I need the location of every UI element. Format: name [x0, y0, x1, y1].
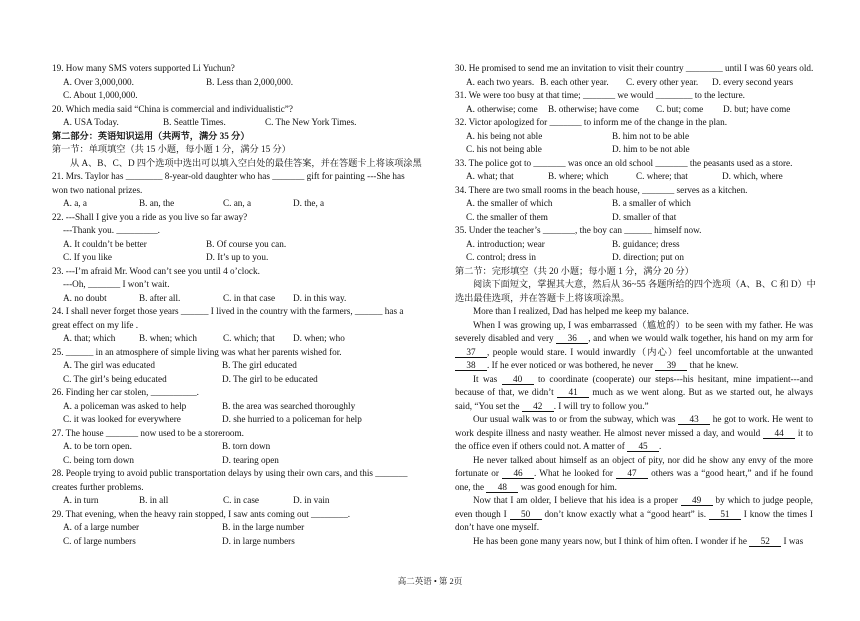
- option-a: A. USA Today.: [63, 117, 119, 127]
- question-25-options-2: [52, 373, 412, 387]
- text: When I was growing up, I was embarrassed（尴尬的）to be seen with my father. He was severely disabled and very: [455, 319, 813, 343]
- section-one-heading: 第一节：单项填空（共 15 小题，每小题 1 分，满分 15 分）: [52, 144, 291, 154]
- text: to coordinate (cooperate) our steps---his hesitant, mine impatient---and because of that, we didn’t: [455, 373, 813, 397]
- section-two-instructions-cont: 选出最佳选项，并在答题卡上将该项涂黑。: [455, 292, 630, 303]
- option-d: D. him to be not able: [612, 144, 690, 154]
- question-29: 29. That evening, when the heavy rain stopped, I saw ants coming out ________.: [52, 508, 351, 519]
- option-b: B. when; which: [139, 333, 197, 343]
- text: was good enough for him.: [518, 481, 617, 492]
- question-21-cont: won two national prizes.: [52, 184, 143, 195]
- text: He never talked about himself as an object of pity, nor did he show any envy of the more fortunate or: [455, 454, 813, 478]
- blank-46: 46: [502, 468, 534, 479]
- option-b: B. otherwise; have come: [548, 103, 639, 114]
- option-d: D. which, where: [722, 171, 783, 181]
- question-32-options-2: [455, 143, 813, 157]
- option-c: C. in that case: [223, 292, 276, 303]
- question-34: 34. There are two small rooms in the beach house, _______ serves as a kitchen.: [455, 184, 748, 195]
- option-d: D. tearing open: [222, 454, 279, 465]
- text: Our usual walk was to or from the subway, which was: [473, 414, 679, 424]
- option-c: C. in case: [223, 495, 259, 505]
- question-22-options: [52, 238, 412, 252]
- question-23-options: [52, 292, 412, 306]
- blank-44: 44: [763, 428, 795, 439]
- question-27-options: [52, 440, 412, 454]
- question-31: 31. We were too busy at that time; _______ we would ________ to the lecture.: [455, 90, 745, 100]
- option-b: B. Of course you can.: [206, 238, 287, 249]
- option-c: C. it was looked for everywhere: [63, 414, 181, 424]
- option-a: A. It couldn’t be better: [63, 238, 147, 249]
- option-c: C. where; that: [636, 171, 688, 181]
- blank-42: 42: [522, 401, 554, 412]
- option-d: D. when; who: [293, 333, 345, 343]
- text: that he knew.: [687, 360, 739, 370]
- blank-47: 47: [616, 468, 648, 479]
- option-a: A. a policeman was asked to help: [63, 400, 187, 411]
- option-a: A. introduction; wear: [466, 238, 545, 249]
- question-27-options-2: [52, 454, 412, 468]
- blank-40: 40: [502, 374, 534, 385]
- blank-52: 52: [749, 536, 781, 547]
- text: . I will try to follow you.”: [553, 400, 649, 411]
- text: It was: [473, 373, 502, 384]
- passage-paragraph-2: [455, 373, 813, 414]
- text: by which to judge people, even though I: [455, 495, 813, 519]
- option-b: B. torn down: [222, 441, 271, 451]
- text: much as we went along. But as we started out, he always said, “You set the: [455, 387, 813, 411]
- question-29-options: [52, 521, 412, 535]
- blank-45: 45: [627, 441, 659, 452]
- text: it to the office even if others could not. A matter of: [455, 427, 813, 451]
- question-30: 30. He promised to send me an invitation to visit their country ________ until I was 60 years old.: [455, 63, 814, 73]
- question-19: 19. How many SMS voters supported Li Yuchun?: [52, 63, 235, 73]
- option-c: C. being torn down: [63, 454, 134, 465]
- option-d: D. It’s up to you.: [206, 252, 269, 262]
- option-a: A. no doubt: [63, 292, 107, 303]
- option-d: D. in vain: [293, 495, 330, 505]
- passage-paragraph-6: [455, 535, 813, 549]
- option-d: D. every second years: [712, 76, 794, 87]
- question-29-options-2: [52, 535, 412, 549]
- text: others was a “good heart,” and if he found one, the: [455, 468, 813, 492]
- option-d: D. she hurried to a policeman for help: [222, 414, 362, 424]
- blank-49: 49: [681, 495, 713, 506]
- option-a: A. that; which: [63, 333, 116, 343]
- question-34-options: [455, 197, 813, 211]
- option-c: C. which; that: [223, 333, 275, 343]
- question-27: 27. The house _______ now used to be a storeroom.: [52, 427, 244, 438]
- option-d: D. direction; put on: [612, 252, 684, 262]
- text: , people would stare. I would inwardly（内心）feel uncomfortable at the unwanted: [487, 346, 813, 357]
- option-a: A. a, a: [63, 198, 87, 208]
- option-b: B. him not to be able: [612, 130, 690, 141]
- option-c: C. his not being able: [466, 144, 542, 154]
- text: . What he looked for: [534, 468, 617, 478]
- option-b: B. Seattle Times.: [163, 117, 226, 127]
- option-a: A. of a large number: [63, 522, 140, 532]
- question-23-cont: ---Oh, _______ I won’t wait.: [63, 279, 170, 289]
- question-33-options: [455, 170, 813, 184]
- question-30-options: [455, 76, 813, 90]
- option-a: A. in turn: [63, 495, 99, 505]
- blank-36: 36: [556, 333, 588, 344]
- question-28-options: [52, 494, 412, 508]
- option-d: D. but; have come: [723, 103, 791, 114]
- question-32: 32. Victor apologized for _______ to inform me of the change in the plan.: [455, 117, 728, 127]
- question-25-options: [52, 359, 412, 373]
- text: . If he ever noticed or was bothered, he never: [487, 360, 656, 370]
- option-d: D. in large numbers: [222, 535, 295, 546]
- section-two-instructions: 阅读下面短文，掌握其大意，然后从 36~55 各题所给的四个选项（A、B、C 和 D）中: [473, 279, 816, 289]
- blank-51: 51: [709, 509, 741, 520]
- blank-41: 41: [557, 387, 589, 398]
- left-column: [52, 62, 422, 548]
- passage-paragraph-5: [455, 494, 813, 535]
- option-b: B. in the large number: [222, 522, 305, 532]
- blank-43: 43: [678, 414, 710, 425]
- question-26-options: [52, 400, 412, 414]
- question-28: 28. People trying to avoid public transportation delays by using their own cars, and this _______: [52, 468, 408, 478]
- question-24: 24. I shall never forget those years ______ I lived in the country with the farmers, ______ has a: [52, 306, 404, 316]
- option-b: B. each other year.: [540, 76, 609, 87]
- question-35: 35. Under the teacher’s _______, the boy can ______ himself now.: [455, 225, 702, 235]
- page-footer: 高二英语 • 第 2页: [397, 576, 463, 586]
- question-22-options-2: [52, 251, 412, 265]
- passage-title: More than I realized, Dad has helped me keep my balance.: [473, 306, 689, 316]
- passage-paragraph-3: [455, 413, 813, 454]
- option-a: A. the smaller of which: [466, 198, 553, 208]
- blank-50: 50: [510, 509, 542, 520]
- question-26-options-2: [52, 413, 412, 427]
- question-34-options-2: [455, 211, 813, 225]
- question-28-cont: creates further problems.: [52, 481, 144, 492]
- option-a: A. to be torn open.: [63, 441, 132, 451]
- question-20: 20. Which media said “China is commercial and individualistic”?: [52, 103, 293, 114]
- option-b: B. a smaller of which: [612, 198, 691, 208]
- option-c: C. The New York Times.: [265, 117, 357, 127]
- question-22: 22. ---Shall I give you a ride as you live so far away?: [52, 211, 248, 222]
- option-b: B. where; which: [548, 171, 609, 181]
- option-a: A. each two years.: [466, 76, 535, 87]
- option-d: D. the, a: [293, 198, 325, 208]
- option-c: C. an, a: [223, 198, 252, 208]
- question-33: 33. The police got to _______ was once an old school _______ the peasants used as a store.: [455, 157, 793, 168]
- text: don’t know exactly what a “good heart” is.: [541, 508, 709, 519]
- question-21: 21. Mrs. Taylor has ________ 8-year-old daughter who has _______ gift for painting ---She has: [52, 171, 405, 181]
- option-c: C. About 1,000,000.: [63, 90, 138, 100]
- text: I was: [781, 535, 804, 546]
- right-column: [455, 62, 816, 548]
- question-22-cont: ---Thank you. _________.: [63, 225, 160, 235]
- question-21-options: [52, 197, 412, 211]
- option-c: C. but; come: [656, 103, 704, 114]
- option-c: C. If you like: [63, 252, 112, 262]
- blank-39: 39: [655, 360, 687, 371]
- question-26: 26. Finding her car stolen, __________.: [52, 387, 199, 397]
- option-b: B. Less than 2,000,000.: [206, 76, 294, 87]
- blank-38: 38: [455, 360, 487, 371]
- question-35-options-2: [455, 251, 813, 265]
- text: , and when we would walk together, his hand on my arm for: [588, 333, 813, 343]
- option-c: C. the smaller of them: [466, 211, 548, 222]
- option-a: A. otherwise; come: [466, 103, 538, 114]
- question-24-cont: great effect on my life .: [52, 319, 139, 330]
- option-c: C. of large numbers: [63, 535, 136, 546]
- option-c: C. control; dress in: [466, 252, 536, 262]
- option-b: B. The girl educated: [222, 360, 297, 370]
- option-a: A. his being not able: [466, 130, 543, 141]
- part-two-heading: 第二部分：英语知识运用（共两节，满分 35 分）: [52, 130, 250, 141]
- question-20-options: [52, 116, 412, 130]
- question-35-options: [455, 238, 813, 252]
- option-d: D. smaller of that: [612, 211, 677, 222]
- option-b: B. in all: [139, 495, 169, 505]
- option-c: C. The girl’s being educated: [63, 373, 167, 384]
- option-a: A. what; that: [466, 171, 514, 181]
- option-c: C. every other year.: [626, 76, 699, 87]
- option-b: B. an, the: [139, 198, 175, 208]
- text: .: [659, 441, 662, 451]
- question-19-options: [52, 76, 412, 90]
- question-32-options: [455, 130, 813, 144]
- option-d: D. in this way.: [293, 292, 347, 303]
- text: He has been gone many years now, but I think of him often. I wonder if he: [473, 535, 750, 546]
- section-one-instructions: 从 A、B、C、D 四个选项中选出可以填入空白处的最佳答案，并在答题卡上将该项涂黑: [70, 157, 422, 168]
- option-d: D. The girl to be educated: [222, 373, 318, 384]
- question-25: 25. ______ in an atmosphere of simple living was what her parents wished for.: [52, 346, 342, 357]
- section-two-heading: 第二节：完形填空（共 20 小题；每小题 1 分，满分 20 分）: [455, 265, 694, 276]
- question-24-options: [52, 332, 412, 346]
- question-31-options: [455, 103, 813, 117]
- passage-paragraph-4: [455, 454, 813, 495]
- option-b: B. after all.: [139, 292, 181, 303]
- blank-37: 37: [455, 347, 487, 358]
- text: I know the times I don’t have one myself.: [455, 508, 813, 532]
- option-a: A. Over 3,000,000.: [63, 76, 134, 87]
- option-b: B. guidance; dress: [612, 238, 680, 249]
- question-23: 23. ---I’m afraid Mr. Wood can’t see you until 4 o’clock.: [52, 265, 260, 276]
- text: Now that I am older, I believe that his idea is a proper: [473, 495, 681, 505]
- passage-paragraph-1: [455, 319, 813, 373]
- blank-48: 48: [486, 482, 518, 493]
- text: he got to work. He went to work despite illness and nasty weather. He almost never missed a day, and would: [455, 414, 813, 438]
- option-a: A. The girl was educated: [63, 360, 155, 370]
- option-b: B. the area was searched thoroughly: [222, 400, 356, 411]
